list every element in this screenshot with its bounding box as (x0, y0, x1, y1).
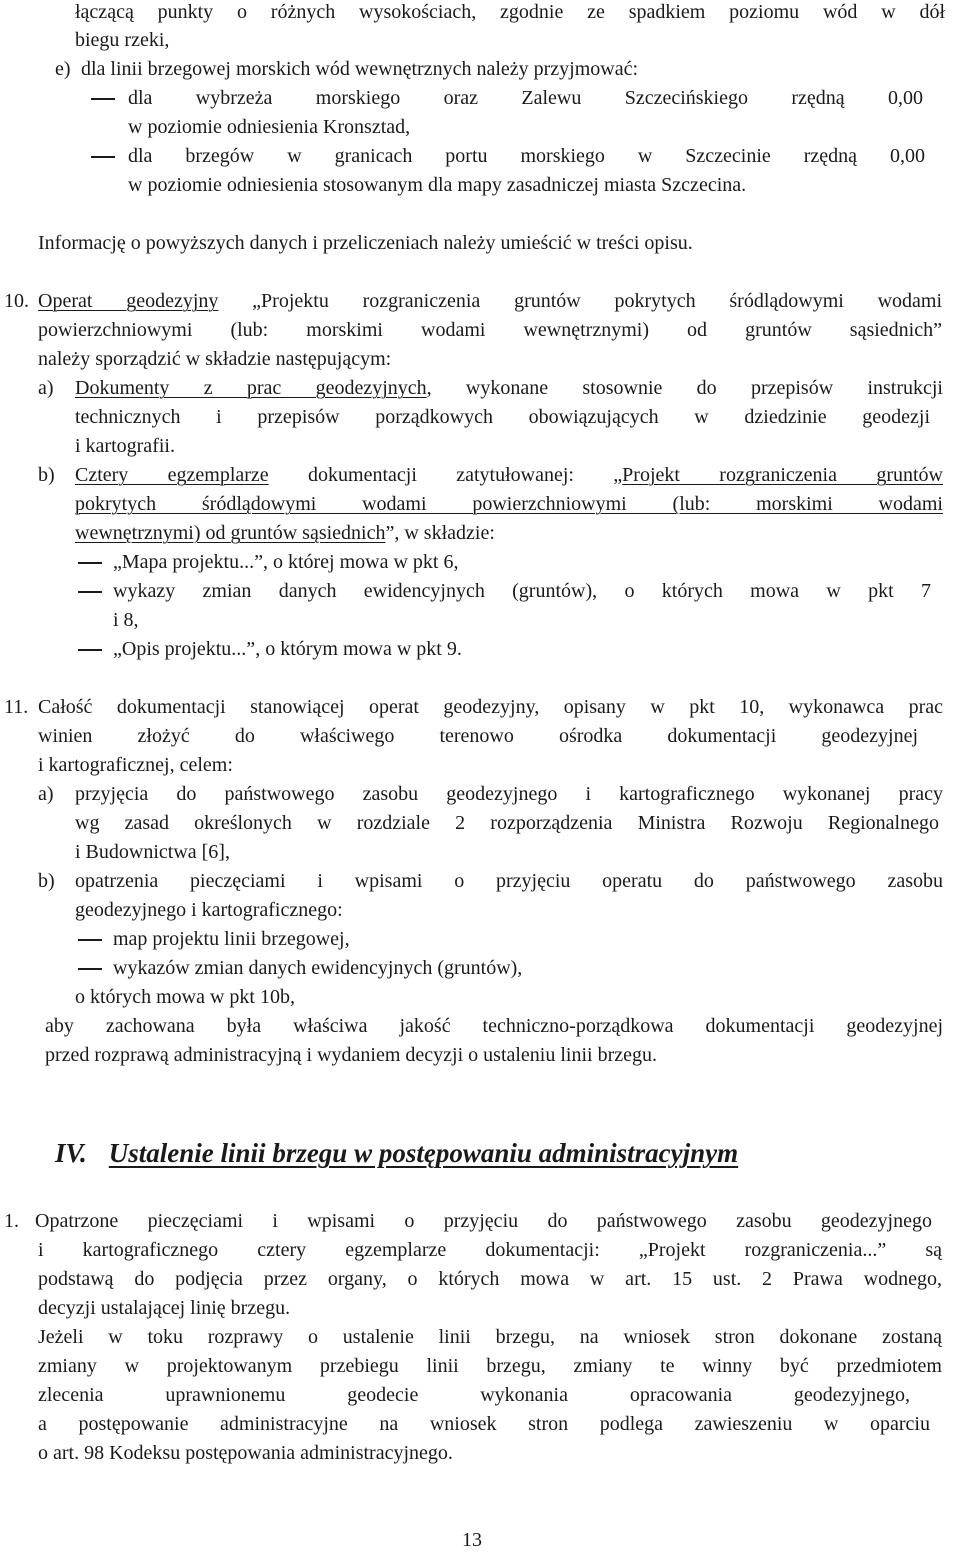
list-label: e) (55, 58, 71, 80)
text-line: pokrytych śródlądowymi wodami powierzchniowymi (lub: morskimi wodami (75, 493, 943, 515)
text-line (75, 376, 943, 400)
text-line: biegu rzeki, (75, 29, 170, 51)
list-item: „Opis projektu...”, o którym mowa w pkt 9. (113, 638, 462, 660)
dash-bullet (78, 939, 102, 941)
list-item: wykazy zmian danych ewidencyjnych (gruntów), o których mowa w pkt 7 (113, 580, 931, 602)
text-line: technicznych i przepisów porządkowych obowiązujących w dziedzinie geodezji (75, 406, 930, 428)
list-label: b) (38, 870, 55, 892)
text-line: Opatrzone pieczęciami i wpisami o przyjęciu do państwowego zasobu geodezyjnego (35, 1210, 932, 1232)
text-line: dla brzegów w granicach portu morskiego w Szczecinie rzędną 0,00 (128, 145, 925, 167)
section-heading (55, 1137, 738, 1169)
text-line: winien złożyć do właściwego terenowo ośrodka dokumentacji geodezyjnej (38, 725, 918, 747)
text-line: i Budownictwa [6], (75, 841, 230, 863)
section-numeral: IV. (55, 1138, 87, 1168)
text-line: w poziomie odniesienia stosowanym dla mapy zasadniczej miasta Szczecina. (128, 174, 747, 196)
list-label: a) (38, 783, 54, 805)
dash-bullet (78, 562, 102, 564)
underlined-term: Projekt rozgraniczenia gruntów (622, 464, 943, 486)
point-number: 10. (4, 290, 29, 312)
text-line: dla wybrzeża morskiego oraz Zalewu Szczecińskiego rzędną 0,00 (128, 87, 923, 109)
text-line: decyzji ustalającej linię brzegu. (38, 1297, 291, 1319)
page-number: 13 (462, 1529, 482, 1551)
text-line: o których mowa w pkt 10b, (75, 986, 295, 1008)
text-line (75, 521, 495, 545)
dash-bullet (78, 649, 102, 651)
underlined-term: Dokumenty z prac geodezyjnych (75, 377, 427, 399)
text-line: powierzchniowymi (lub: morskimi wodami wewnętrznymi) od gruntów sąsiednich” (38, 319, 942, 341)
list-label: b) (38, 464, 55, 486)
text-line: o art. 98 Kodeksu postępowania administracyjnego. (38, 1442, 453, 1464)
text-line: i kartograficznego cztery egzemplarze dokumentacji: „Projekt rozgraniczenia...” są (38, 1239, 942, 1261)
list-item: i 8, (113, 609, 139, 631)
text-line: należy sporządzić w składzie następującym: (38, 348, 392, 370)
list-item: „Mapa projektu...”, o której mowa w pkt 6, (113, 551, 459, 573)
text-line: zmiany w projektowanym przebiegu linii brzegu, zmiany te winny być przedmiotem (38, 1355, 942, 1377)
text-line: opatrzenia pieczęciami i wpisami o przyjęciu operatu do państwowego zasobu (75, 870, 943, 892)
text-line: przyjęcia do państwowego zasobu geodezyjnego i kartograficznego wykonanej pracy (75, 783, 943, 805)
underlined-term: wewnętrznymi) od gruntów sąsiednich (75, 522, 386, 544)
list-item: wykazów zmian danych ewidencyjnych (gruntów), (113, 957, 523, 979)
info-note: Informację o powyższych danych i przeliczeniach należy umieścić w treści opisu. (38, 232, 693, 254)
dash-bullet (78, 591, 102, 593)
text-line: aby zachowana była właściwa jakość techniczno-porządkowa dokumentacji geodezyjnej (45, 1015, 943, 1037)
text-line (38, 289, 942, 313)
text-line: wg zasad określonych w rozdziale 2 rozporządzenia Ministra Rozwoju Regionalnego (75, 812, 939, 834)
text-span: dokumentacji zatytułowanej: „ (268, 464, 623, 486)
list-item: map projektu linii brzegowej, (113, 928, 350, 950)
section-title: Ustalenie linii brzegu w postępowaniu administracyjnym (108, 1138, 739, 1168)
dash-bullet (78, 968, 102, 970)
text-line: podstawą do podjęcia przez organy, o których mowa w art. 15 ust. 2 Prawa wodnego, (38, 1268, 942, 1290)
dash-bullet (91, 156, 115, 158)
text-line: Całość dokumentacji stanowiącej operat geodezyjny, opisany w pkt 10, wykonawca prac (38, 696, 943, 718)
text-span: „Projektu rozgraniczenia gruntów pokrytych śródlądowymi wodami (252, 290, 943, 312)
point-number: 11. (4, 696, 29, 718)
text-line: i kartografii. (75, 435, 175, 457)
text-line: zlecenia uprawnionemu geodecie wykonania opracowania geodezyjnego, (38, 1384, 910, 1406)
text-line: geodezyjnego i kartograficznego: (75, 899, 343, 921)
text-span: , wykonane stosownie do przepisów instrukcji (426, 377, 943, 399)
text-line: a postępowanie administracyjne na wniosek stron podlega zawieszeniu w oparciu (38, 1413, 930, 1435)
text-line: łączącą punkty o różnych wysokościach, zgodnie ze spadkiem poziomu wód w dół (75, 1, 945, 23)
text-line (75, 463, 943, 487)
text-span: ”, w składzie: (385, 522, 495, 544)
point-number: 1. (4, 1210, 19, 1232)
text-line: Jeżeli w toku rozprawy o ustalenie linii brzegu, na wniosek stron dokonane zostaną (38, 1326, 942, 1348)
underlined-term: Operat geodezyjny (38, 290, 219, 312)
underlined-term: Cztery egzemplarze (75, 464, 269, 486)
list-label: a) (38, 377, 54, 399)
text-line: dla linii brzegowej morskich wód wewnętrznych należy przyjmować: (81, 58, 639, 80)
text-line: przed rozprawą administracyjną i wydaniem decyzji o ustaleniu linii brzegu. (45, 1044, 658, 1066)
text-line: i kartograficznej, celem: (38, 754, 233, 776)
dash-bullet (91, 98, 115, 100)
text-line: w poziomie odniesienia Kronsztad, (128, 116, 411, 138)
